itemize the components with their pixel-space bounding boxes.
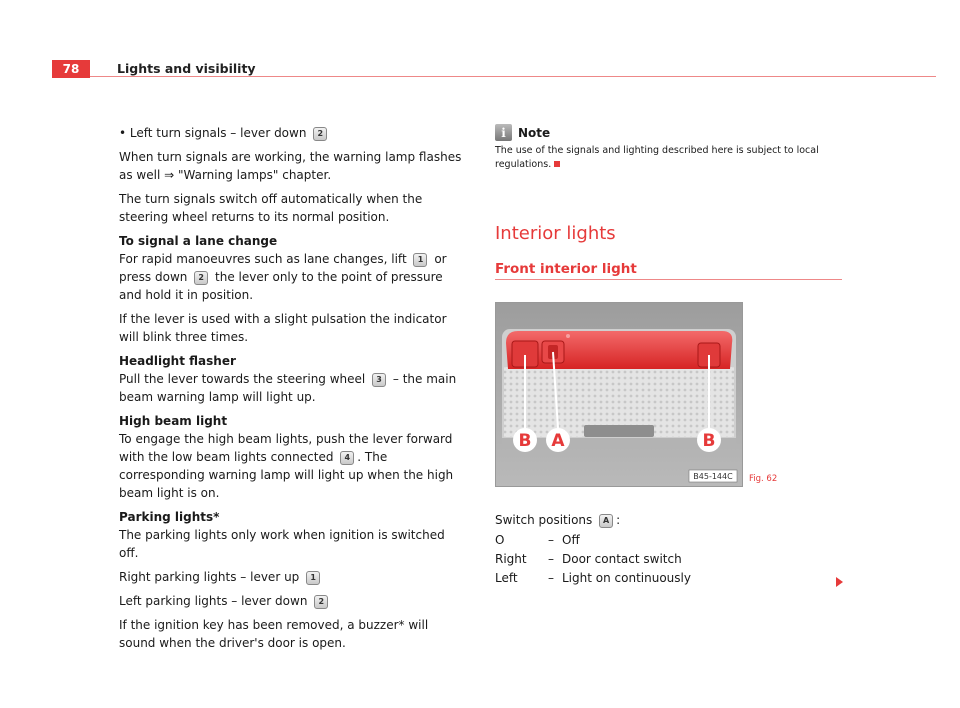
figure-interior-light xyxy=(495,302,743,487)
paragraph-high-beam xyxy=(119,430,464,502)
section-title: Interior lights xyxy=(495,223,616,244)
callout-badge-2: 2 xyxy=(313,127,327,141)
text: – the main beam warning lamp will light up. xyxy=(119,372,457,404)
text: Right parking lights – lever up xyxy=(119,570,300,584)
switch-key: Left xyxy=(495,571,518,585)
heading-lane-change: To signal a lane change xyxy=(119,234,278,248)
left-column xyxy=(119,124,464,658)
paragraph-parking-ignition: The parking lights only work when ignition is switched off. xyxy=(119,528,445,560)
note-title: Note xyxy=(518,125,551,140)
switch-desc: Light on continuously xyxy=(562,571,691,585)
paragraph-lane-change xyxy=(119,250,464,304)
text: • Left turn signals – lever down xyxy=(119,126,307,140)
heading-headlight-flasher: Headlight flasher xyxy=(119,354,236,368)
switch-row-left xyxy=(495,571,691,585)
subsection-title: Front interior light xyxy=(495,261,637,277)
callout-badge-a: A xyxy=(599,514,613,528)
label-a: A xyxy=(551,431,565,451)
text: For rapid manoeuvres such as lane changes, lift xyxy=(119,252,407,266)
grab-handle-slot xyxy=(584,425,654,437)
text: Pull the lever towards the steering wheel xyxy=(119,372,366,386)
switch-row-right xyxy=(495,552,682,566)
text: the lever only to the point of pressure and hold it in position. xyxy=(119,270,443,302)
chapter-title: Lights and visibility xyxy=(117,61,256,76)
text: Switch positions xyxy=(495,513,593,527)
switch-dash: – xyxy=(548,533,554,547)
paragraph-left-turn xyxy=(119,124,464,142)
note-header xyxy=(495,124,840,141)
text: The use of the signals and lighting described here is subject to local regulations. xyxy=(495,145,819,170)
header-rule xyxy=(90,76,936,77)
interior-light-illustration xyxy=(496,303,742,486)
paragraph-flasher xyxy=(119,370,464,406)
paragraph-parking-left xyxy=(119,592,464,610)
callout-badge-1: 1 xyxy=(306,571,320,585)
info-icon: i xyxy=(495,124,512,141)
paragraph-auto-off: The turn signals switch off automatically when the steering wheel returns to its normal position. xyxy=(119,192,423,224)
switch-desc: Door contact switch xyxy=(562,552,682,566)
label-b-right: B xyxy=(702,431,716,451)
end-of-section-marker xyxy=(554,161,560,167)
paragraph-buzzer: If the ignition key has been removed, a buzzer* will sound when the driver's door is open. xyxy=(119,618,429,650)
paragraph-warning-lamp: When turn signals are working, the warning lamp flashes as well ⇒ "Warning lamps" chapter. xyxy=(119,150,462,182)
switch-positions-intro xyxy=(495,513,620,528)
callout-badge-2: 2 xyxy=(314,595,328,609)
text: To engage the high beam lights, push the lever forward with the low beam lights connected xyxy=(119,432,453,464)
continue-arrow-icon xyxy=(836,577,843,587)
text: Left parking lights – lever down xyxy=(119,594,308,608)
switch-dash: – xyxy=(548,571,554,585)
page-number: 78 xyxy=(52,60,90,78)
switch-key: O xyxy=(495,533,505,547)
switch-key: Right xyxy=(495,552,527,566)
note-text xyxy=(495,144,840,172)
switch-row-off xyxy=(495,533,580,547)
panel-screw xyxy=(566,334,570,338)
paragraph-parking-right xyxy=(119,568,464,586)
text: or press down xyxy=(119,252,447,284)
switch-desc: Off xyxy=(562,533,580,547)
subsection-rule xyxy=(495,279,842,280)
text: . The corresponding warning lamp will light up when the high beam light is on. xyxy=(119,450,454,500)
note-box xyxy=(495,124,840,172)
callout-badge-1: 1 xyxy=(413,253,427,267)
heading-high-beam: High beam light xyxy=(119,414,228,428)
figure-code: B45-144C xyxy=(693,472,733,481)
figure-caption: Fig. 62 xyxy=(749,474,778,484)
paragraph-pulsation: If the lever is used with a slight pulsation the indicator will blink three times. xyxy=(119,312,447,344)
text: : xyxy=(616,513,621,527)
heading-parking-lights: Parking lights* xyxy=(119,510,220,524)
switch-dash: – xyxy=(548,552,554,566)
callout-badge-3: 3 xyxy=(372,373,386,387)
label-b-left: B xyxy=(518,431,532,451)
callout-badge-2: 2 xyxy=(194,271,208,285)
callout-badge-4: 4 xyxy=(340,451,354,465)
